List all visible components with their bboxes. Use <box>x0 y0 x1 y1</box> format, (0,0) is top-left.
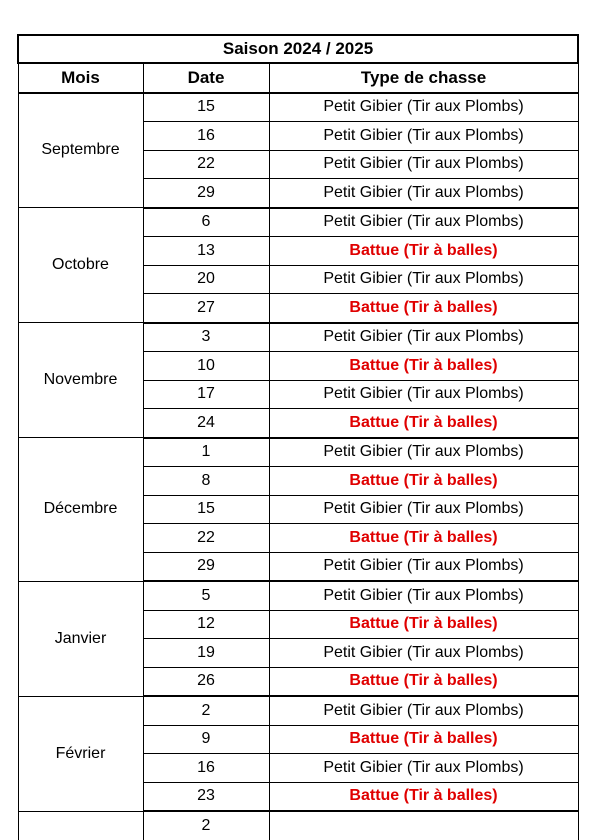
table-row <box>18 696 578 725</box>
hunt-type-battue: Battue (Tir à balles) <box>269 610 578 639</box>
month-cell <box>18 811 143 840</box>
header-month: Mois <box>18 63 143 93</box>
hunt-type-battue: Battue (Tir à balles) <box>269 352 578 381</box>
header-row <box>18 63 578 93</box>
hunt-type-cell: Petit Gibier (Tir aux Plombs) <box>269 438 578 467</box>
hunting-schedule-table <box>17 34 579 840</box>
hunt-type-cell: Petit Gibier (Tir aux Plombs) <box>269 581 578 610</box>
date-cell: 20 <box>143 265 269 294</box>
table-row <box>18 208 578 237</box>
hunt-type-cell: Petit Gibier (Tir aux Plombs) <box>269 122 578 151</box>
date-cell: 10 <box>143 352 269 381</box>
schedule-body <box>18 93 578 840</box>
date-cell: 1 <box>143 438 269 467</box>
title-row <box>18 35 578 63</box>
hunt-type-cell: Petit Gibier (Tir aux Plombs) <box>269 265 578 294</box>
month-cell: Septembre <box>18 93 143 208</box>
header-date: Date <box>143 63 269 93</box>
date-cell: 15 <box>143 495 269 524</box>
hunt-type-battue: Battue (Tir à balles) <box>269 467 578 496</box>
hunt-type-cell: Petit Gibier (Tir aux Plombs) <box>269 639 578 668</box>
date-cell: 17 <box>143 380 269 409</box>
hunt-type-cell: Petit Gibier (Tir aux Plombs) <box>269 380 578 409</box>
hunt-type-cell: Petit Gibier (Tir aux Plombs) <box>269 179 578 208</box>
header-type: Type de chasse <box>269 63 578 93</box>
hunt-type-battue: Battue (Tir à balles) <box>269 524 578 553</box>
month-cell: Février <box>18 696 143 811</box>
date-cell: 26 <box>143 667 269 696</box>
hunt-type-cell: Petit Gibier (Tir aux Plombs) <box>269 754 578 783</box>
date-cell: 16 <box>143 122 269 151</box>
table-row <box>18 581 578 610</box>
date-cell: 3 <box>143 323 269 352</box>
date-cell: 12 <box>143 610 269 639</box>
date-cell: 29 <box>143 552 269 581</box>
date-cell: 24 <box>143 409 269 438</box>
table-row <box>18 438 578 467</box>
month-cell: Novembre <box>18 323 143 438</box>
hunt-type-battue: Battue (Tir à balles) <box>269 725 578 754</box>
season-title: Saison 2024 / 2025 <box>18 35 578 63</box>
hunt-type-battue: Battue (Tir à balles) <box>269 237 578 266</box>
table-row <box>18 811 578 840</box>
date-cell: 19 <box>143 639 269 668</box>
month-cell: Décembre <box>18 438 143 582</box>
hunt-type-cell: Petit Gibier (Tir aux Plombs) <box>269 552 578 581</box>
hunt-type-battue: Battue (Tir à balles) <box>269 782 578 811</box>
hunt-type-cell: Petit Gibier (Tir aux Plombs) <box>269 323 578 352</box>
date-cell: 29 <box>143 179 269 208</box>
date-cell: 22 <box>143 524 269 553</box>
date-cell: 22 <box>143 150 269 179</box>
date-cell: 15 <box>143 93 269 122</box>
table-row <box>18 93 578 122</box>
month-cell: Janvier <box>18 581 143 696</box>
date-cell: 2 <box>143 696 269 725</box>
hunt-type-cell: Petit Gibier (Tir aux Plombs) <box>269 495 578 524</box>
hunt-type-cell: Petit Gibier (Tir aux Plombs) <box>269 93 578 122</box>
hunt-type-battue: Battue (Tir à balles) <box>269 409 578 438</box>
month-cell: Octobre <box>18 208 143 323</box>
date-cell: 13 <box>143 237 269 266</box>
hunt-type-cell <box>269 811 578 840</box>
date-cell: 16 <box>143 754 269 783</box>
date-cell: 23 <box>143 782 269 811</box>
hunt-type-cell: Petit Gibier (Tir aux Plombs) <box>269 208 578 237</box>
date-cell: 27 <box>143 294 269 323</box>
hunt-type-battue: Battue (Tir à balles) <box>269 667 578 696</box>
hunt-type-cell: Petit Gibier (Tir aux Plombs) <box>269 696 578 725</box>
hunt-type-battue: Battue (Tir à balles) <box>269 294 578 323</box>
date-cell: 2 <box>143 811 269 840</box>
date-cell: 5 <box>143 581 269 610</box>
date-cell: 8 <box>143 467 269 496</box>
date-cell: 9 <box>143 725 269 754</box>
date-cell: 6 <box>143 208 269 237</box>
table-row <box>18 323 578 352</box>
hunt-type-cell: Petit Gibier (Tir aux Plombs) <box>269 150 578 179</box>
